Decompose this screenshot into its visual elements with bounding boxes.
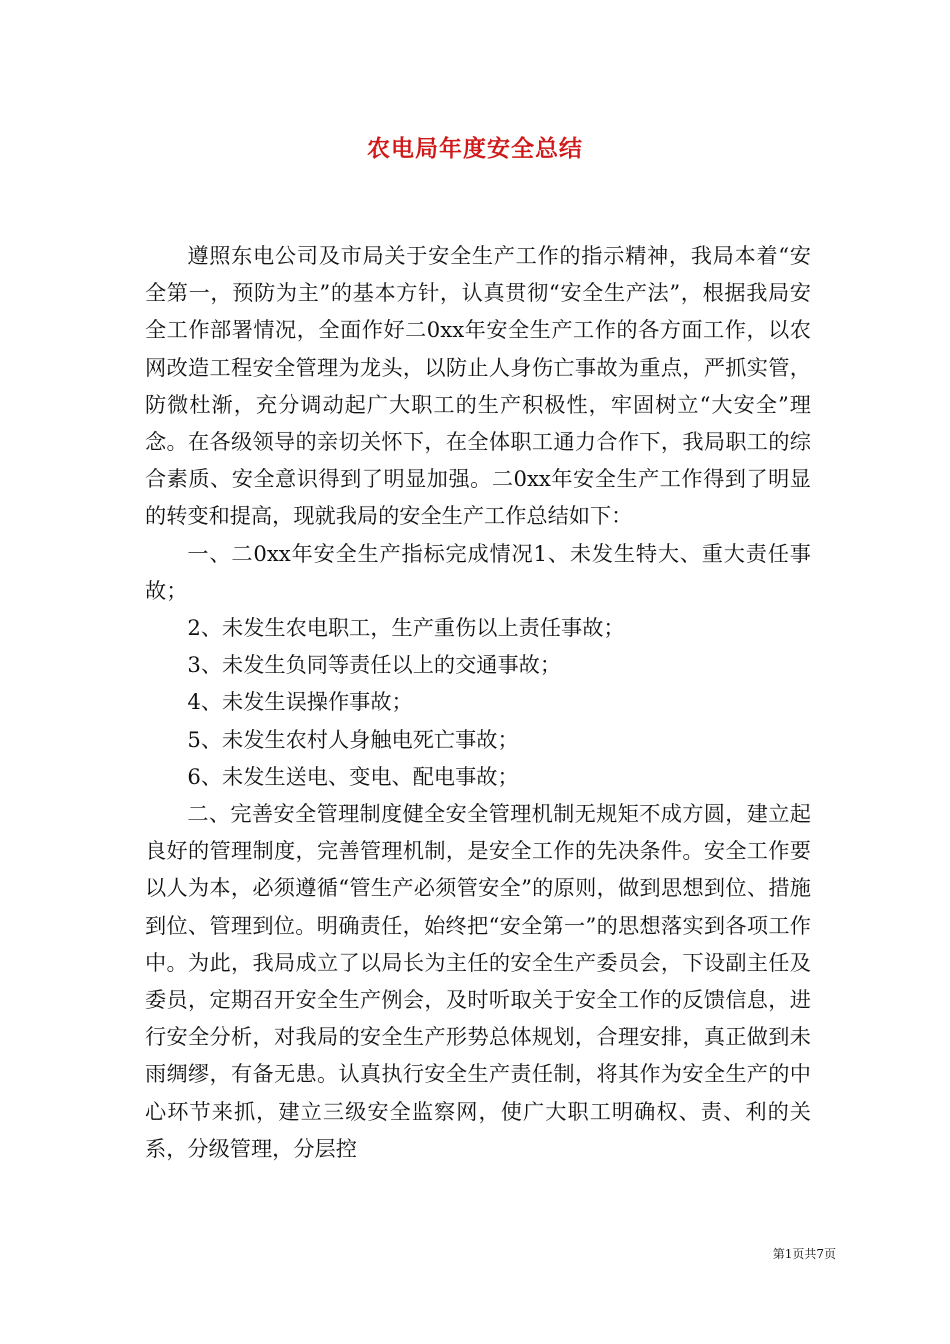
paragraph-item-4: 4、未发生误操作事故； xyxy=(187,689,413,715)
paragraph-item-2: 2、未发生农电职工，生产重伤以上责任事故； xyxy=(187,615,625,641)
paragraph-item-3: 3、未发生负同等责任以上的交通事故； xyxy=(187,652,562,678)
page-number-footer: 第1页共7页 xyxy=(772,1247,836,1261)
paragraph-section-1: 一、二0xx年安全生产指标完成情况1、未发生特大、重大责任事故； xyxy=(145,540,811,603)
paragraph-item-6: 6、未发生送电、变电、配电事故； xyxy=(187,763,519,789)
paragraph-item-5: 5、未发生农村人身触电死亡事故； xyxy=(187,726,519,752)
document-body xyxy=(145,237,811,1167)
document-title: 农电局年度安全总结 xyxy=(367,136,583,162)
paragraph-intro: 遵照东电公司及市局关于安全生产工作的指示精神，我局本着“安全第一，预防为主”的基本方针，认真贯彻“安全生产法”，根据我局安全工作部署情况，全面作好二0xx年安全生产工作的各方面工作，以农网改造工程安全管理为龙头，以防止人身伤亡事故为重点，严抓实管，防微杜渐，充分调动起广大职工的生产积极性，牢固树立“大安全”理念。在各级领导的亲切关怀下，在全体职工通力合作下，我局职工的综合素质、安全意识得到了明显加强。二0xx年安全生产工作得到了明显的转变和提高，现就我局的安全生产工作总结如下： xyxy=(145,243,811,529)
paragraph-section-2: 二、完善安全管理制度健全安全管理机制无规矩不成方圆，建立起良好的管理制度，完善管理机制，是安全工作的先决条件。安全工作要以人为本，必须遵循“管生产必须管安全”的原则，做到思想到位、措施到位、管理到位。明确责任，始终把“安全第一”的思想落实到各项工作中。为此，我局成立了以局长为主任的安全生产委员会，下设副主任及委员，定期召开安全生产例会，及时听取关于安全工作的反馈信息，进行安全分析，对我局的安全生产形势总体规划，合理安排，真正做到未雨绸缪，有备无患。认真执行安全生产责任制，将其作为安全生产的中心环节来抓，建立三级安全监察网，使广大职工明确权、责、利的关系，分级管理，分层控 xyxy=(145,801,811,1161)
